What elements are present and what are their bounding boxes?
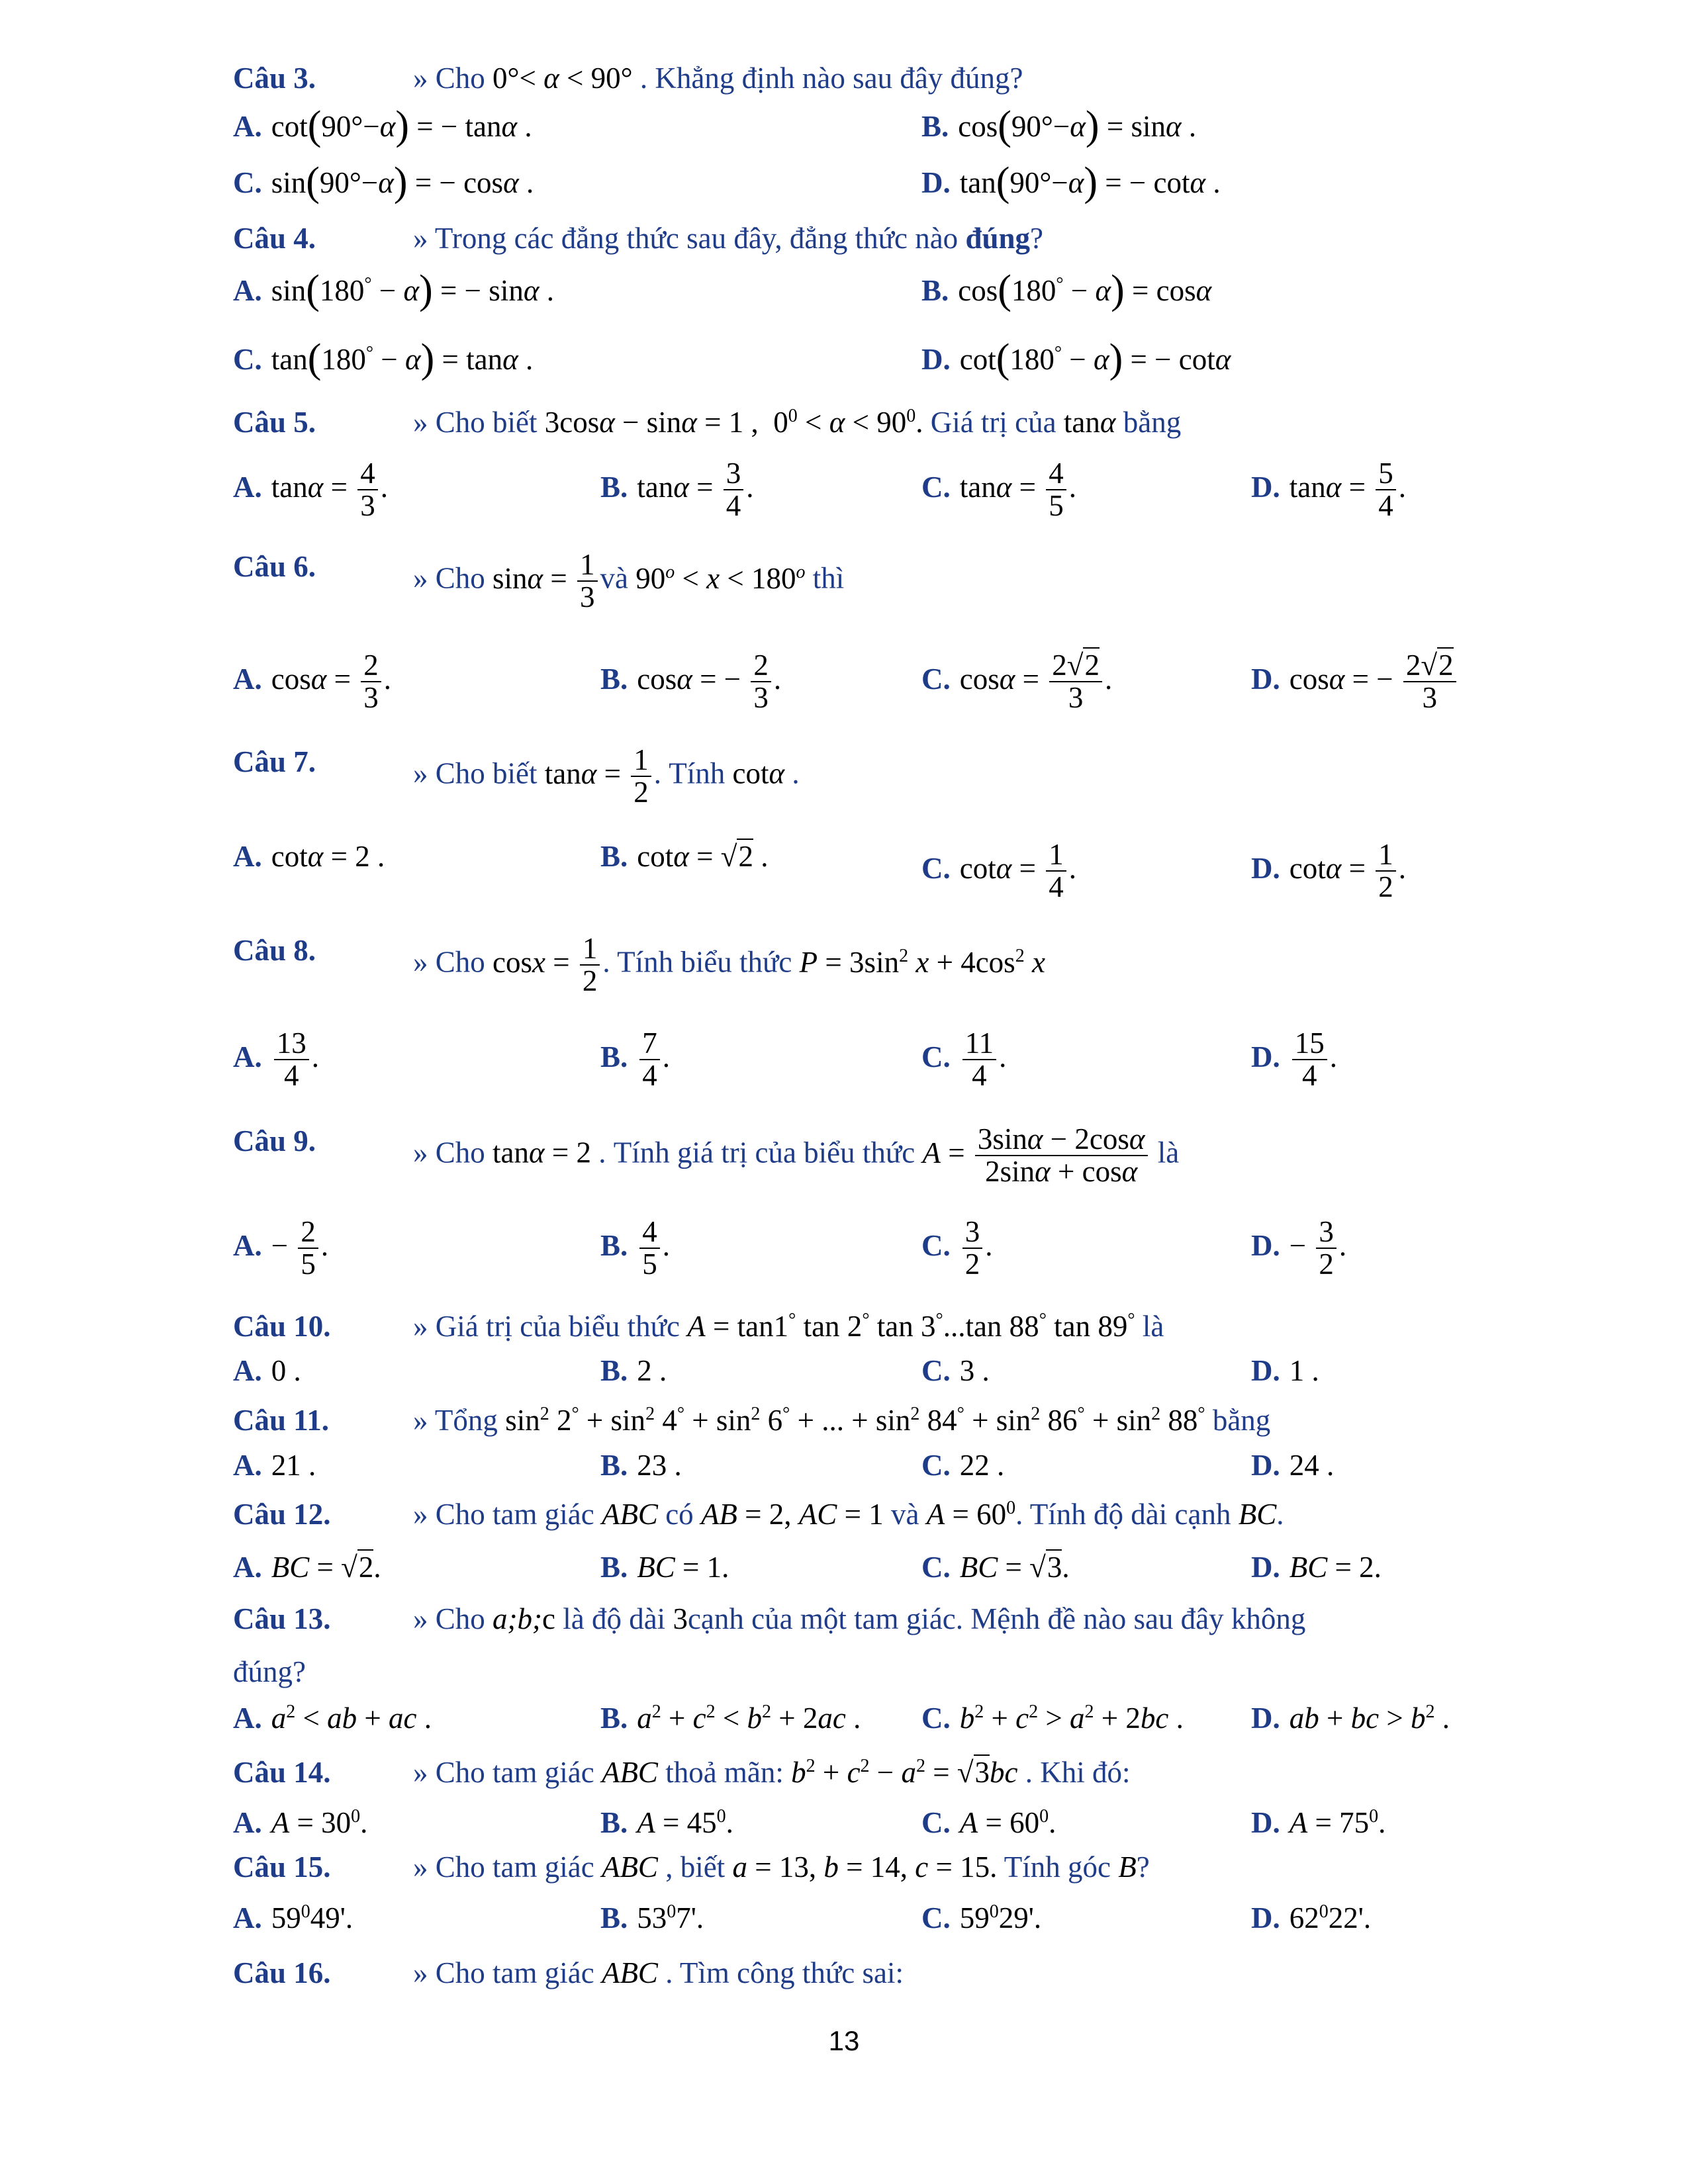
- option-c: C. $\frac{11}{4}$ .: [921, 1026, 1007, 1093]
- question-text: » Cho tam giác ABC có AB = 2, AC = 1 và $A = 60^0$. Tính độ dài cạnh BC.: [413, 1498, 1284, 1531]
- option-a: A. $59^049'$.: [233, 1901, 353, 1934]
- option-b: B. $\frac{7}{4}$ .: [600, 1026, 671, 1093]
- option-b: B. 2 .: [600, 1354, 667, 1387]
- option-a: A. tanα = $\frac{4}{3}$ .: [233, 457, 388, 523]
- option-b: B. 23 .: [600, 1449, 682, 1482]
- question-text: » Cho biết tanα = $\frac{1}{2}$ . Tính cotα .: [413, 743, 800, 809]
- question-text: » Cho tam giác ABC thoả mãn: $b^2 + c^2 - a^2 = √3bc$ . Khi đó:: [413, 1756, 1131, 1789]
- option-c: C. $A = 60^0$.: [921, 1806, 1056, 1839]
- option-c: C. cotα = $\frac{1}{4}$ .: [921, 838, 1076, 904]
- option-b: B. $53^07'$.: [600, 1901, 704, 1934]
- question-label: Câu 8.: [233, 934, 316, 967]
- option-d: D. cotα = $\frac{1}{2}$ .: [1251, 838, 1406, 904]
- question-label: Câu 6.: [233, 550, 316, 583]
- question-text: » Cho tam giác ABC , biết a = 13, b = 14, c = 15. Tính góc B?: [413, 1850, 1150, 1884]
- option-a: A. BC = √2.: [233, 1551, 381, 1584]
- question-label: Câu 12.: [233, 1498, 331, 1531]
- option-a: A. 0 .: [233, 1354, 301, 1387]
- question-text: » Cho tam giác ABC . Tìm công thức sai:: [413, 1956, 904, 1989]
- option-c: C. 22 .: [921, 1449, 1005, 1482]
- question-label: Câu 11.: [233, 1404, 330, 1437]
- page-number: 13: [828, 2025, 860, 2056]
- option-d: D. 1 .: [1251, 1354, 1319, 1387]
- option-d: D. $\frac{15}{4}$ .: [1251, 1026, 1337, 1093]
- question-text: » Cho sinα = $\frac{1}{3}$ và $90^o < x < 180^o$ thì: [413, 548, 845, 614]
- question-label: Câu 3.: [233, 62, 316, 95]
- option-a: A. cot(90°−α) = − tanα .: [233, 103, 532, 148]
- question-label: Câu 4.: [233, 222, 316, 255]
- question-label: Câu 7.: [233, 745, 316, 778]
- option-a: A. sin(180° − α) = − sinα .: [233, 267, 554, 312]
- option-c: C. tan(180° − α) = tanα .: [233, 336, 534, 381]
- option-a: A. − $\frac{2}{5}$ .: [233, 1215, 329, 1281]
- question-label: Câu 14.: [233, 1756, 331, 1789]
- option-d: D. tanα = $\frac{5}{4}$ .: [1251, 457, 1406, 523]
- question-text: » Cho tanα = 2 . Tính giá trị của biểu thức A = $\frac{3\sin\alpha - 2\cos\alpha}{2\sin\alpha + \cos\alpha}$ là: [413, 1122, 1180, 1189]
- question-text: » Cho a;b;c là độ dài 3cạnh của một tam giác. Mệnh đề nào sau đây không: [413, 1602, 1306, 1635]
- option-d: D. cosα = − $\frac{2√2}{3}$: [1251, 650, 1459, 714]
- option-b: B. BC = 1.: [600, 1551, 729, 1584]
- option-c: C. cosα = $\frac{2√2}{3}$ .: [921, 649, 1113, 715]
- option-c: C. $59^029'$.: [921, 1901, 1042, 1934]
- option-a: A. cotα = 2 .: [233, 840, 385, 873]
- option-b: B. tanα = $\frac{3}{4}$ .: [600, 457, 754, 523]
- question-text: » Trong các đẳng thức sau đây, đẳng thức nào đúng?: [413, 222, 1044, 255]
- option-b: B. $A = 45^0$.: [600, 1806, 733, 1839]
- option-c: C. BC = √3.: [921, 1551, 1070, 1584]
- question-text: » Cho cosx = $\frac{1}{2}$ . Tính biểu thức $P = 3\sin^2$ $x + 4\cos^2$ x: [413, 932, 1045, 998]
- option-d: D. cot(180° − α) = − cotα: [921, 336, 1231, 381]
- option-d: D. tan(90°−α) = − cotα .: [921, 159, 1221, 205]
- option-b: B. cos(90°−α) = sinα .: [921, 103, 1197, 148]
- option-c: C. $b^2 + c^2 > a^2 + 2bc$ .: [921, 1702, 1184, 1735]
- question-text-wrap: đúng?: [233, 1655, 306, 1688]
- option-b: B. cotα = √2 .: [600, 840, 769, 873]
- question-label: Câu 10.: [233, 1310, 331, 1343]
- option-d: D. BC = 2.: [1251, 1551, 1382, 1584]
- option-b: B. $a^2 + c^2 < b^2 + 2ac$ .: [600, 1702, 861, 1735]
- option-b: B. $\frac{4}{5}$ .: [600, 1215, 671, 1281]
- question-label: Câu 13.: [233, 1602, 331, 1635]
- option-c: C. tanα = $\frac{4}{5}$ .: [921, 457, 1076, 523]
- question-label: Câu 15.: [233, 1850, 331, 1884]
- question-label: Câu 5.: [233, 406, 316, 439]
- question-text: » Cho biết 3cosα − sinα = 1 , $0^0 < \alpha < 90^0$. Giá trị của tanα bằng: [413, 406, 1182, 439]
- option-c: C. $\frac{3}{2}$ .: [921, 1215, 993, 1281]
- option-a: A. $A = 30^0$.: [233, 1806, 368, 1839]
- option-a: A. cosα = $\frac{2}{3}$ .: [233, 649, 392, 715]
- option-d: D. 24 .: [1251, 1449, 1335, 1482]
- question-text: » Tổng $\sin^2 2^\circ + \sin^2 4^\circ + \sin^2 6^\circ$ + ... + $\sin^2 84^\circ + \sin^2 86^\circ + \sin^2 88^\circ$ bằng: [413, 1404, 1271, 1437]
- question-text: » Giá trị của biểu thức A = tan1° tan 2° tan 3°...tan 88° tan 89° là: [413, 1310, 1164, 1343]
- option-d: D. $A = 75^0$.: [1251, 1806, 1386, 1839]
- option-c: C. 3 .: [921, 1354, 990, 1387]
- option-d: D. $62^022'$.: [1251, 1901, 1372, 1934]
- option-b: B. cosα = − $\frac{2}{3}$ .: [600, 649, 782, 715]
- option-c: C. sin(90°−α) = − cosα .: [233, 159, 534, 205]
- option-a: A. 21 .: [233, 1449, 316, 1482]
- question-label: Câu 16.: [233, 1956, 331, 1989]
- option-a: A. $a^2$ < ab + ac .: [233, 1702, 432, 1735]
- option-b: B. cos(180° − α) = cosα: [921, 267, 1212, 312]
- option-d: D. − $\frac{3}{2}$ .: [1251, 1215, 1347, 1281]
- question-label: Câu 9.: [233, 1124, 316, 1158]
- option-d: D. ab + bc > $b^2$ .: [1251, 1702, 1450, 1735]
- question-text: » Cho 0°< α < 90° . Khẳng định nào sau đây đúng?: [413, 62, 1023, 95]
- option-a: A. $\frac{13}{4}$ .: [233, 1026, 319, 1093]
